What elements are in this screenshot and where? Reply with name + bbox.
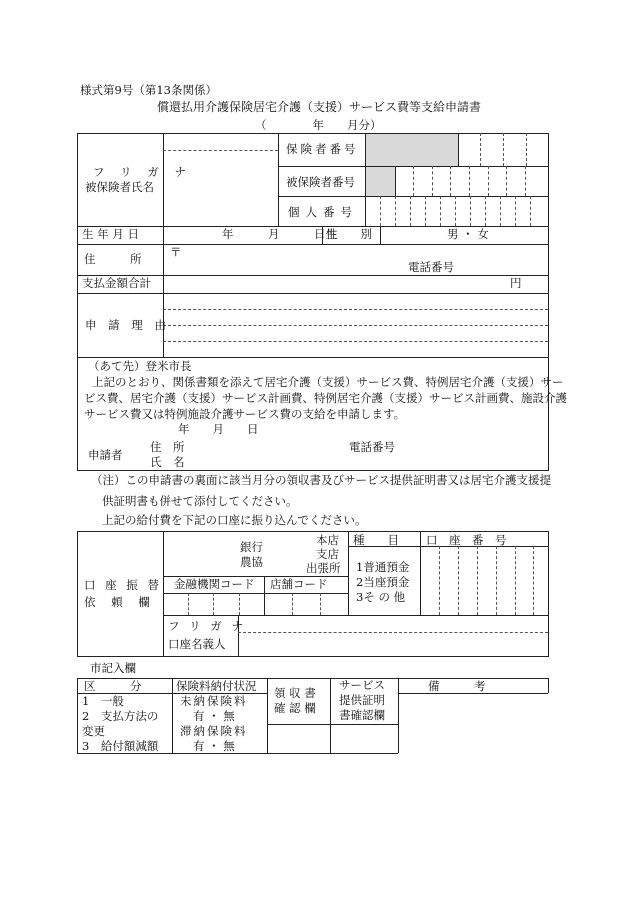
phone-label: 電話番号 — [408, 260, 454, 274]
payment-total-label: 支払金額合計 — [82, 276, 151, 290]
category-option-3[interactable]: 3 給付額減額 — [82, 739, 159, 753]
birth-date-label: 生 年 月 日 — [82, 227, 139, 241]
category-header: 区 分 — [84, 679, 142, 693]
bank-transfer-label-1: 口 座 振 替 — [84, 578, 162, 592]
birth-date-field[interactable]: 年 月 日生 — [222, 227, 337, 241]
bank-label: 銀行 — [240, 540, 263, 554]
account-type-option-1[interactable]: 1普通預金 — [356, 560, 410, 574]
branch-label: 支店 — [316, 547, 339, 561]
account-type-option-2[interactable]: 2当座預金 — [356, 575, 410, 589]
category-option-2[interactable]: 2 支払方法の — [82, 709, 159, 723]
insurance-status-header: 保険料納付状況 — [176, 679, 257, 693]
insured-name-label: 被保険者氏名 — [85, 180, 154, 194]
delinquent-yes-no[interactable]: 有 ・ 無 — [193, 739, 235, 753]
yen-unit: 円 — [510, 276, 522, 290]
period-field[interactable]: （ 年 月分） — [255, 118, 382, 132]
form-title: 償還払用介護保険居宅介護（支援）サービス費等支給申請書 — [157, 100, 482, 114]
category-option-1[interactable]: 1 一般 — [82, 694, 124, 708]
branch-code-label: 店舗コード — [270, 577, 328, 591]
address-label: 住 所 — [84, 252, 142, 266]
furigana-label: フ リ ガ ナ — [93, 165, 192, 179]
account-number-header: 口 座 番 号 — [426, 533, 507, 547]
applicant-name-label: 氏 名 — [150, 455, 185, 469]
remarks-header: 備 考 — [428, 679, 486, 693]
addressee: （あて先）登米市長 — [88, 359, 192, 373]
sex-label: 性 別 — [326, 227, 372, 241]
institution-code-label: 金融機関コード — [174, 577, 255, 591]
holder-furigana-label: フ リ ガ ナ — [168, 619, 246, 633]
declaration-line-1: 上記のとおり、関係書類を添えて居宅介護（支援）サービス費、特例居宅介護（支援）サー — [92, 375, 564, 389]
transfer-instruction: 上記の給付費を下記の口座に振り込んでください。 — [102, 513, 367, 527]
unpaid-premium-label: 未納保険料 — [180, 694, 248, 708]
delinquent-premium-label: 滞納保険料 — [180, 724, 248, 738]
account-type-option-3[interactable]: 3そ の 他 — [356, 590, 406, 604]
main-branch-label: 本店 — [316, 533, 339, 547]
note-line-1: （注）この申請書の裏面に該当月分の領収書及びサービス提供証明書又は居宅介護支援提 — [91, 473, 551, 487]
sex-field[interactable]: 男 ・ 女 — [447, 227, 489, 241]
receipt-check-header-2: 確 認 欄 — [274, 701, 316, 715]
unpaid-yes-no[interactable]: 有 ・ 無 — [193, 709, 235, 723]
postal-mark: 〒 — [170, 245, 182, 259]
applicant-phone-label: 電話番号 — [349, 440, 395, 454]
applicant-address-label: 住 所 — [150, 440, 185, 454]
applicant-label: 申請者 — [88, 448, 123, 462]
application-date[interactable]: 年 月 日 — [178, 422, 259, 436]
service-check-header-1: サービス — [339, 678, 385, 692]
office-label: 出張所 — [306, 561, 341, 575]
personal-number-label: 個人番号 — [288, 205, 358, 219]
city-entry-heading: 市記入欄 — [90, 661, 136, 675]
bank-transfer-label-2: 依 頼 欄 — [84, 595, 156, 609]
insured-number-label: 被保険者番号 — [286, 175, 355, 189]
account-type-header: 種 目 — [353, 533, 399, 547]
service-check-header-3: 書確認欄 — [339, 708, 385, 722]
receipt-check-header-1: 領 収 書 — [274, 686, 316, 700]
insured-name-field[interactable] — [168, 160, 276, 220]
declaration-line-3: サービス費又は特例施設介護サービス費の支給を申請します。 — [84, 407, 406, 421]
service-check-header-2: 提供証明 — [339, 693, 385, 707]
form-number: 様式第9号（第13条関係） — [80, 83, 217, 97]
insurer-number-label: 保険者番号 — [286, 142, 359, 156]
reason-label: 申 請 理 由 — [85, 318, 170, 332]
agri-coop-label: 農協 — [240, 555, 263, 569]
account-holder-label: 口座名義人 — [168, 637, 226, 651]
declaration-line-2: ビス費、居宅介護（支援）サービス計画費、特例居宅介護（支援）サービス計画費、施設介護 — [84, 391, 567, 405]
note-line-2: 供証明書も併せて添付してください。 — [102, 494, 298, 508]
category-option-2-cont: 変更 — [82, 724, 105, 738]
